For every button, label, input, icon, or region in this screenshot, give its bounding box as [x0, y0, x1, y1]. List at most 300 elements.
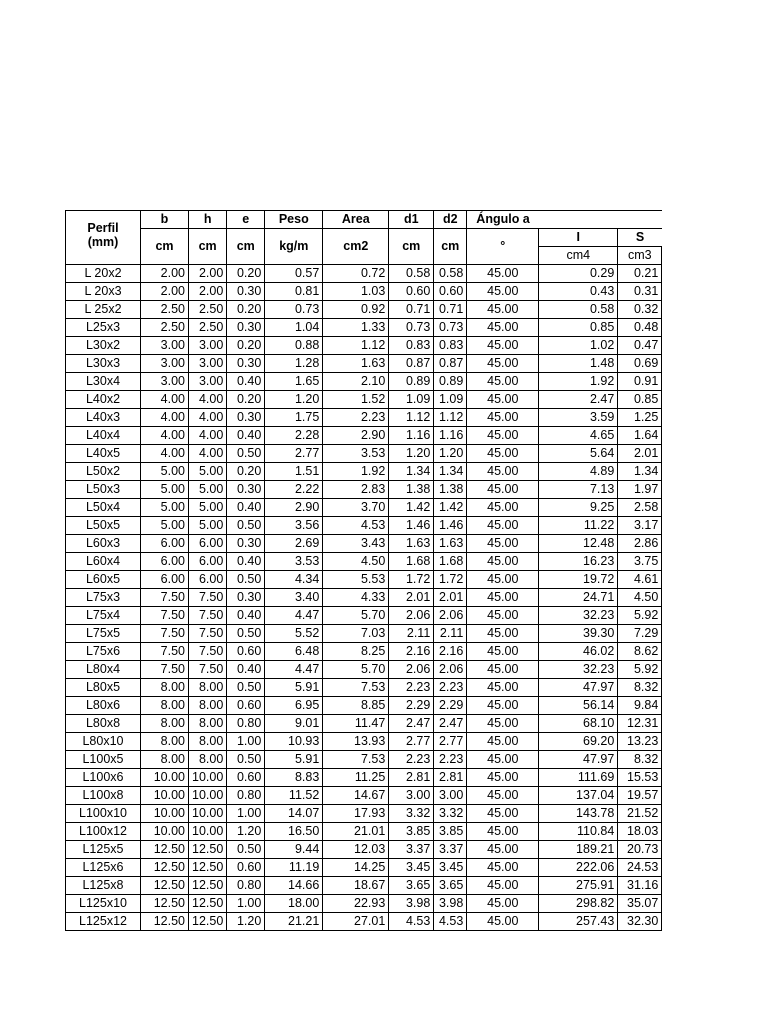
cell-h: 5.00 — [189, 463, 227, 481]
cell-d2: 3.65 — [434, 877, 467, 895]
table-row — [66, 859, 662, 877]
cell-s: 0.85 — [618, 391, 662, 409]
cell-h: 2.50 — [189, 301, 227, 319]
cell-d1: 0.58 — [389, 265, 434, 283]
cell-b: 8.00 — [141, 715, 189, 733]
col-header-e: e — [227, 211, 265, 229]
cell-h: 10.00 — [189, 787, 227, 805]
col-header-area: Area — [323, 211, 389, 229]
cell-perfil: L30x2 — [66, 337, 141, 355]
cell-b: 10.00 — [141, 769, 189, 787]
cell-area: 14.25 — [323, 859, 389, 877]
cell-h: 6.00 — [189, 553, 227, 571]
cell-h: 7.50 — [189, 643, 227, 661]
cell-d1: 2.23 — [389, 679, 434, 697]
cell-h: 12.50 — [189, 841, 227, 859]
cell-b: 4.00 — [141, 445, 189, 463]
cell-d2: 1.09 — [434, 391, 467, 409]
cell-s: 3.17 — [618, 517, 662, 535]
cell-perfil: L50x5 — [66, 517, 141, 535]
table-row — [66, 697, 662, 715]
cell-d2: 1.12 — [434, 409, 467, 427]
cell-h: 8.00 — [189, 697, 227, 715]
cell-h: 4.00 — [189, 445, 227, 463]
col-header-h: h — [189, 211, 227, 229]
cell-perfil: L25x3 — [66, 319, 141, 337]
cell-h: 8.00 — [189, 733, 227, 751]
table-row — [66, 805, 662, 823]
cell-e: 0.80 — [227, 715, 265, 733]
table-row — [66, 733, 662, 751]
cell-peso: 0.73 — [265, 301, 323, 319]
cell-i: 69.20 — [539, 733, 618, 751]
cell-h: 4.00 — [189, 391, 227, 409]
cell-d1: 0.87 — [389, 355, 434, 373]
cell-d2: 3.45 — [434, 859, 467, 877]
cell-s: 4.61 — [618, 571, 662, 589]
cell-e: 0.40 — [227, 661, 265, 679]
cell-d1: 3.65 — [389, 877, 434, 895]
cell-h: 6.00 — [189, 535, 227, 553]
cell-area: 5.70 — [323, 607, 389, 625]
table-row — [66, 661, 662, 679]
cell-d2: 2.23 — [434, 751, 467, 769]
cell-e: 0.20 — [227, 463, 265, 481]
cell-e: 1.20 — [227, 913, 265, 931]
cell-angulo: 45.00 — [467, 517, 539, 535]
cell-s: 18.03 — [618, 823, 662, 841]
cell-peso: 5.91 — [265, 679, 323, 697]
cell-d2: 2.81 — [434, 769, 467, 787]
cell-h: 10.00 — [189, 769, 227, 787]
cell-d1: 1.42 — [389, 499, 434, 517]
cell-area: 1.12 — [323, 337, 389, 355]
cell-e: 0.50 — [227, 517, 265, 535]
cell-i: 0.29 — [539, 265, 618, 283]
cell-peso: 18.00 — [265, 895, 323, 913]
unit-angulo: ° — [467, 229, 539, 265]
table-row — [66, 499, 662, 517]
cell-angulo: 45.00 — [467, 355, 539, 373]
cell-perfil: L125x6 — [66, 859, 141, 877]
cell-e: 0.60 — [227, 769, 265, 787]
cell-angulo: 45.00 — [467, 265, 539, 283]
cell-d1: 0.60 — [389, 283, 434, 301]
cell-angulo: 45.00 — [467, 589, 539, 607]
cell-area: 4.53 — [323, 517, 389, 535]
cell-e: 0.20 — [227, 337, 265, 355]
cell-h: 8.00 — [189, 751, 227, 769]
cell-i: 257.43 — [539, 913, 618, 931]
cell-perfil: L80x6 — [66, 697, 141, 715]
table-body — [66, 265, 662, 931]
table-row — [66, 265, 662, 283]
cell-i: 1.02 — [539, 337, 618, 355]
cell-perfil: L75x3 — [66, 589, 141, 607]
cell-peso: 1.65 — [265, 373, 323, 391]
cell-perfil: L40x5 — [66, 445, 141, 463]
cell-angulo: 45.00 — [467, 913, 539, 931]
cell-b: 6.00 — [141, 553, 189, 571]
cell-peso: 0.88 — [265, 337, 323, 355]
cell-i: 5.64 — [539, 445, 618, 463]
cell-area: 1.33 — [323, 319, 389, 337]
cell-d2: 3.32 — [434, 805, 467, 823]
table-row — [66, 445, 662, 463]
cell-angulo: 45.00 — [467, 841, 539, 859]
cell-d1: 1.16 — [389, 427, 434, 445]
cell-perfil: L100x12 — [66, 823, 141, 841]
cell-d2: 0.73 — [434, 319, 467, 337]
table-row — [66, 553, 662, 571]
unit-h: cm — [189, 229, 227, 265]
cell-b: 7.50 — [141, 625, 189, 643]
cell-i: 12.48 — [539, 535, 618, 553]
cell-e: 0.30 — [227, 355, 265, 373]
table-row — [66, 481, 662, 499]
cell-area: 5.70 — [323, 661, 389, 679]
table-row — [66, 571, 662, 589]
cell-perfil: L125x10 — [66, 895, 141, 913]
cell-e: 0.30 — [227, 283, 265, 301]
unit-s: cm3 — [618, 247, 662, 265]
cell-perfil: L125x5 — [66, 841, 141, 859]
cell-e: 0.50 — [227, 679, 265, 697]
cell-perfil: L 20x2 — [66, 265, 141, 283]
cell-s: 0.32 — [618, 301, 662, 319]
cell-e: 0.60 — [227, 697, 265, 715]
cell-e: 0.50 — [227, 625, 265, 643]
cell-d1: 3.00 — [389, 787, 434, 805]
cell-angulo: 45.00 — [467, 535, 539, 553]
cell-e: 0.80 — [227, 877, 265, 895]
cell-s: 1.64 — [618, 427, 662, 445]
cell-i: 11.22 — [539, 517, 618, 535]
cell-d1: 1.20 — [389, 445, 434, 463]
table-row — [66, 463, 662, 481]
cell-i: 56.14 — [539, 697, 618, 715]
cell-s: 0.47 — [618, 337, 662, 355]
cell-b: 2.50 — [141, 301, 189, 319]
cell-perfil: L 20x3 — [66, 283, 141, 301]
cell-b: 5.00 — [141, 517, 189, 535]
cell-area: 11.25 — [323, 769, 389, 787]
table-row — [66, 895, 662, 913]
cell-b: 7.50 — [141, 643, 189, 661]
cell-s: 5.92 — [618, 607, 662, 625]
cell-peso: 4.47 — [265, 607, 323, 625]
cell-angulo: 45.00 — [467, 553, 539, 571]
cell-i: 47.97 — [539, 679, 618, 697]
cell-i: 46.02 — [539, 643, 618, 661]
table-row — [66, 679, 662, 697]
cell-perfil: L40x3 — [66, 409, 141, 427]
table-row — [66, 535, 662, 553]
cell-perfil: L80x8 — [66, 715, 141, 733]
header-row — [66, 211, 662, 229]
cell-area: 7.03 — [323, 625, 389, 643]
cell-h: 7.50 — [189, 625, 227, 643]
cell-peso: 9.44 — [265, 841, 323, 859]
cell-h: 2.50 — [189, 319, 227, 337]
cell-perfil: L30x4 — [66, 373, 141, 391]
cell-d1: 2.47 — [389, 715, 434, 733]
cell-i: 19.72 — [539, 571, 618, 589]
cell-b: 4.00 — [141, 427, 189, 445]
cell-s: 2.01 — [618, 445, 662, 463]
cell-d2: 0.87 — [434, 355, 467, 373]
cell-angulo: 45.00 — [467, 319, 539, 337]
cell-i: 2.47 — [539, 391, 618, 409]
cell-h: 10.00 — [189, 823, 227, 841]
cell-peso: 1.04 — [265, 319, 323, 337]
cell-d1: 3.98 — [389, 895, 434, 913]
units-row — [66, 229, 662, 247]
cell-s: 20.73 — [618, 841, 662, 859]
cell-d1: 2.16 — [389, 643, 434, 661]
cell-peso: 4.47 — [265, 661, 323, 679]
table-row — [66, 751, 662, 769]
cell-b: 6.00 — [141, 535, 189, 553]
cell-e: 1.00 — [227, 895, 265, 913]
cell-angulo: 45.00 — [467, 481, 539, 499]
cell-e: 0.40 — [227, 427, 265, 445]
cell-i: 16.23 — [539, 553, 618, 571]
cell-s: 2.58 — [618, 499, 662, 517]
cell-h: 3.00 — [189, 337, 227, 355]
cell-d1: 1.34 — [389, 463, 434, 481]
cell-d1: 2.81 — [389, 769, 434, 787]
cell-peso: 3.53 — [265, 553, 323, 571]
cell-peso: 11.52 — [265, 787, 323, 805]
cell-perfil: L60x5 — [66, 571, 141, 589]
cell-angulo: 45.00 — [467, 751, 539, 769]
cell-e: 0.40 — [227, 499, 265, 517]
cell-angulo: 45.00 — [467, 283, 539, 301]
cell-d2: 3.00 — [434, 787, 467, 805]
cell-e: 1.00 — [227, 733, 265, 751]
cell-e: 1.20 — [227, 823, 265, 841]
cell-i: 0.85 — [539, 319, 618, 337]
unit-i: cm4 — [539, 247, 618, 265]
cell-peso: 5.52 — [265, 625, 323, 643]
cell-d1: 3.32 — [389, 805, 434, 823]
cell-d2: 0.71 — [434, 301, 467, 319]
cell-d2: 1.20 — [434, 445, 467, 463]
table-row — [66, 643, 662, 661]
cell-b: 6.00 — [141, 571, 189, 589]
cell-perfil: L30x3 — [66, 355, 141, 373]
cell-angulo: 45.00 — [467, 337, 539, 355]
cell-area: 21.01 — [323, 823, 389, 841]
cell-angulo: 45.00 — [467, 445, 539, 463]
cell-area: 11.47 — [323, 715, 389, 733]
cell-d1: 1.38 — [389, 481, 434, 499]
cell-b: 10.00 — [141, 805, 189, 823]
cell-peso: 14.66 — [265, 877, 323, 895]
cell-area: 18.67 — [323, 877, 389, 895]
cell-h: 8.00 — [189, 715, 227, 733]
cell-s: 19.57 — [618, 787, 662, 805]
cell-d2: 3.37 — [434, 841, 467, 859]
cell-e: 0.30 — [227, 535, 265, 553]
cell-perfil: L100x10 — [66, 805, 141, 823]
cell-angulo: 45.00 — [467, 733, 539, 751]
cell-i: 189.21 — [539, 841, 618, 859]
cell-peso: 3.56 — [265, 517, 323, 535]
cell-perfil: L60x3 — [66, 535, 141, 553]
cell-area: 14.67 — [323, 787, 389, 805]
cell-angulo: 45.00 — [467, 625, 539, 643]
cell-d2: 1.42 — [434, 499, 467, 517]
cell-s: 13.23 — [618, 733, 662, 751]
cell-i: 110.84 — [539, 823, 618, 841]
cell-s: 1.97 — [618, 481, 662, 499]
cell-area: 7.53 — [323, 679, 389, 697]
cell-d1: 0.71 — [389, 301, 434, 319]
cell-d1: 0.73 — [389, 319, 434, 337]
cell-h: 7.50 — [189, 661, 227, 679]
cell-e: 0.30 — [227, 409, 265, 427]
cell-i: 32.23 — [539, 661, 618, 679]
cell-d1: 2.06 — [389, 661, 434, 679]
cell-d2: 2.29 — [434, 697, 467, 715]
cell-perfil: L50x2 — [66, 463, 141, 481]
cell-h: 12.50 — [189, 913, 227, 931]
cell-s: 1.25 — [618, 409, 662, 427]
cell-h: 7.50 — [189, 607, 227, 625]
cell-i: 32.23 — [539, 607, 618, 625]
cell-peso: 11.19 — [265, 859, 323, 877]
table-row — [66, 607, 662, 625]
cell-s: 21.52 — [618, 805, 662, 823]
cell-peso: 6.48 — [265, 643, 323, 661]
cell-peso: 2.77 — [265, 445, 323, 463]
cell-i: 4.89 — [539, 463, 618, 481]
cell-angulo: 45.00 — [467, 823, 539, 841]
cell-h: 4.00 — [189, 427, 227, 445]
cell-peso: 0.81 — [265, 283, 323, 301]
cell-h: 5.00 — [189, 517, 227, 535]
cell-d1: 2.29 — [389, 697, 434, 715]
cell-d1: 1.46 — [389, 517, 434, 535]
cell-b: 3.00 — [141, 337, 189, 355]
cell-area: 3.70 — [323, 499, 389, 517]
cell-b: 8.00 — [141, 751, 189, 769]
cell-e: 0.40 — [227, 553, 265, 571]
cell-perfil: L50x3 — [66, 481, 141, 499]
cell-area: 3.43 — [323, 535, 389, 553]
cell-h: 10.00 — [189, 805, 227, 823]
cell-h: 7.50 — [189, 589, 227, 607]
cell-h: 12.50 — [189, 895, 227, 913]
cell-angulo: 45.00 — [467, 697, 539, 715]
cell-angulo: 45.00 — [467, 571, 539, 589]
cell-peso: 0.57 — [265, 265, 323, 283]
cell-area: 1.92 — [323, 463, 389, 481]
cell-h: 3.00 — [189, 355, 227, 373]
unit-e: cm — [227, 229, 265, 265]
table-row — [66, 877, 662, 895]
cell-b: 8.00 — [141, 679, 189, 697]
cell-d1: 0.89 — [389, 373, 434, 391]
cell-angulo: 45.00 — [467, 877, 539, 895]
cell-peso: 10.93 — [265, 733, 323, 751]
cell-d2: 2.06 — [434, 607, 467, 625]
cell-h: 12.50 — [189, 859, 227, 877]
cell-d2: 4.53 — [434, 913, 467, 931]
cell-d1: 1.09 — [389, 391, 434, 409]
cell-s: 32.30 — [618, 913, 662, 931]
cell-s: 0.69 — [618, 355, 662, 373]
cell-i: 275.91 — [539, 877, 618, 895]
cell-area: 3.53 — [323, 445, 389, 463]
cell-b: 4.00 — [141, 391, 189, 409]
cell-peso: 5.91 — [265, 751, 323, 769]
cell-e: 0.40 — [227, 607, 265, 625]
cell-b: 2.00 — [141, 265, 189, 283]
cell-peso: 8.83 — [265, 769, 323, 787]
cell-angulo: 45.00 — [467, 499, 539, 517]
cell-area: 2.83 — [323, 481, 389, 499]
cell-d2: 2.11 — [434, 625, 467, 643]
cell-peso: 2.90 — [265, 499, 323, 517]
cell-i: 9.25 — [539, 499, 618, 517]
cell-i: 0.43 — [539, 283, 618, 301]
cell-d2: 3.98 — [434, 895, 467, 913]
cell-h: 2.00 — [189, 265, 227, 283]
cell-d1: 2.77 — [389, 733, 434, 751]
cell-i: 7.13 — [539, 481, 618, 499]
cell-d1: 3.37 — [389, 841, 434, 859]
cell-perfil: L100x5 — [66, 751, 141, 769]
cell-angulo: 45.00 — [467, 391, 539, 409]
cell-b: 3.00 — [141, 355, 189, 373]
cell-area: 2.10 — [323, 373, 389, 391]
table-row — [66, 337, 662, 355]
table-row — [66, 913, 662, 931]
cell-s: 35.07 — [618, 895, 662, 913]
cell-angulo: 45.00 — [467, 769, 539, 787]
cell-h: 5.00 — [189, 499, 227, 517]
cell-e: 0.50 — [227, 751, 265, 769]
unit-area: cm2 — [323, 229, 389, 265]
cell-perfil: L125x12 — [66, 913, 141, 931]
unit-b: cm — [141, 229, 189, 265]
table-row — [66, 409, 662, 427]
cell-perfil: L 25x2 — [66, 301, 141, 319]
cell-s: 8.32 — [618, 679, 662, 697]
cell-s: 2.86 — [618, 535, 662, 553]
cell-b: 8.00 — [141, 697, 189, 715]
cell-angulo: 45.00 — [467, 787, 539, 805]
cell-i: 39.30 — [539, 625, 618, 643]
cell-peso: 1.28 — [265, 355, 323, 373]
cell-area: 5.53 — [323, 571, 389, 589]
table-row — [66, 355, 662, 373]
cell-area: 2.23 — [323, 409, 389, 427]
cell-b: 8.00 — [141, 733, 189, 751]
cell-s: 8.62 — [618, 643, 662, 661]
cell-peso: 16.50 — [265, 823, 323, 841]
cell-b: 2.00 — [141, 283, 189, 301]
cell-s: 9.84 — [618, 697, 662, 715]
table-row — [66, 283, 662, 301]
cell-angulo: 45.00 — [467, 895, 539, 913]
cell-peso: 2.22 — [265, 481, 323, 499]
table-row — [66, 625, 662, 643]
cell-perfil: L80x5 — [66, 679, 141, 697]
